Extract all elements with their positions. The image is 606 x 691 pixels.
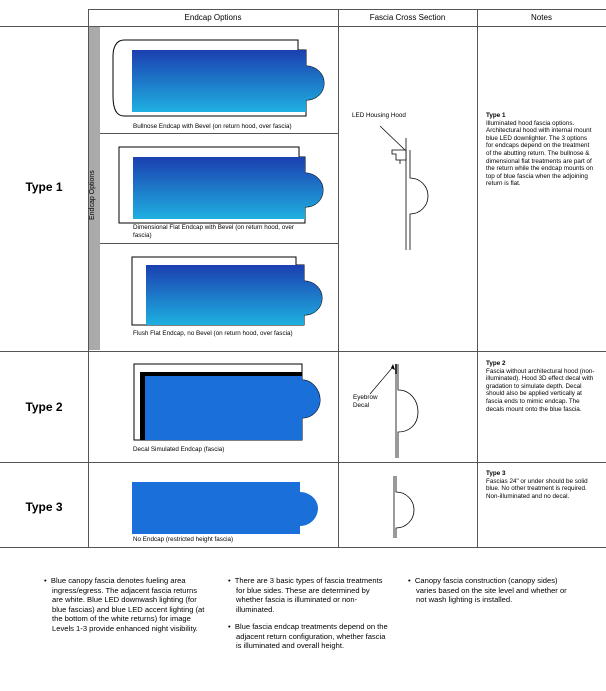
type3-label: Type 3 xyxy=(25,500,63,514)
header-endcap-options: Endcap Options xyxy=(184,13,242,22)
note-type1 xyxy=(486,112,596,188)
bullet-item: • There are 3 basic types of fascia treatments for blue sides. These are determined by whether fascia is illuminated or non-illuminated. xyxy=(228,576,383,614)
bullet-column-3 xyxy=(408,576,578,613)
type2-cross-section-diagram xyxy=(360,360,440,460)
caption-bullnose: Bullnose Endcap with Bevel (on return hood, over fascia) xyxy=(133,123,292,130)
type2-label: Type 2 xyxy=(25,400,63,414)
note-type1-title: Type 1 xyxy=(486,112,506,119)
note-type2-text: Fascia without architectural hood (non-illuminated). Hood 3D effect decal with gradation to simulate depth. Decal should also be applied vertically at fascia ends to mimic endcap. The decals mount onto the blue fascia. xyxy=(486,367,595,413)
decal-simulated-endcap-diagram xyxy=(130,360,340,445)
bullnose-endcap-diagram xyxy=(110,36,340,121)
row2-bottom-border xyxy=(0,462,606,463)
note-type3-title: Type 3 xyxy=(486,470,506,477)
bullet-item: • Blue fascia endcap treatments depend on the adjacent return configuration, whether fascia is illuminated and overall height. xyxy=(228,622,388,650)
caption-dimensional-flat: Dimensional Flat Endcap with Bevel (on return hood, over fascia) xyxy=(133,224,295,239)
type1-cross-section-diagram xyxy=(360,120,440,255)
bullet-column-2 xyxy=(228,576,393,659)
bullet-item: • Blue canopy fascia denotes fueling area ingress/egress. The adjacent fascia returns are white. Blue LED downwash lighting (for blue fascias) and blue LED accent lighting (at the bottom of the white returns) for image Levels 1-3 provide enhanced night visibility. xyxy=(44,576,205,633)
row1-bottom-border xyxy=(0,351,606,352)
bullet-column-1 xyxy=(44,576,209,641)
bullet-item: • Canopy fascia construction (canopy sides) varies based on the site level and whether or not wash lighting is installed. xyxy=(408,576,567,604)
header-fascia-cross-section: Fascia Cross Section xyxy=(369,13,446,22)
label-led-housing-hood: LED Housing Hood xyxy=(352,112,406,119)
caption-decal-simulated: Decal Simulated Endcap (fascia) xyxy=(133,446,225,453)
note-type3 xyxy=(486,470,596,500)
caption-no-endcap: No Endcap (restricted height fascia) xyxy=(133,536,234,543)
dimensional-flat-endcap-diagram xyxy=(115,143,340,228)
type1-label: Type 1 xyxy=(25,180,63,194)
caption-flush-flat: Flush Flat Endcap, no Bevel (on return hood, over fascia) xyxy=(133,330,293,337)
col-border-3 xyxy=(477,9,478,547)
note-type3-text: Fascias 24" or under should be solid blue. No other treatment is required. Non-illuminated and no decal. xyxy=(486,477,588,500)
type3-cross-section-diagram xyxy=(380,472,440,542)
label-eyebrow-decal: Eyebrow Decal xyxy=(353,394,378,409)
table-bottom-border xyxy=(0,547,606,548)
flush-flat-endcap-diagram xyxy=(128,253,338,328)
note-type2 xyxy=(486,360,596,413)
no-endcap-diagram xyxy=(128,478,338,538)
row1-sub1-border xyxy=(100,133,338,134)
note-type1-text: Illuminated hood fascia options. Architectural hood with internal mount blue LED downlighter. The 3 options for endcaps depend on the treatment of the abutting return. The bullnose & dimensional flat treatments are part of the return while the endcap mounts on top of blue fascia when the adjoining return is flat. xyxy=(486,119,594,188)
note-type2-title: Type 2 xyxy=(486,360,506,367)
row1-sub2-border xyxy=(100,243,338,244)
endcap-options-strip-label: Endcap Options xyxy=(89,170,96,220)
header-notes: Notes xyxy=(531,13,552,22)
